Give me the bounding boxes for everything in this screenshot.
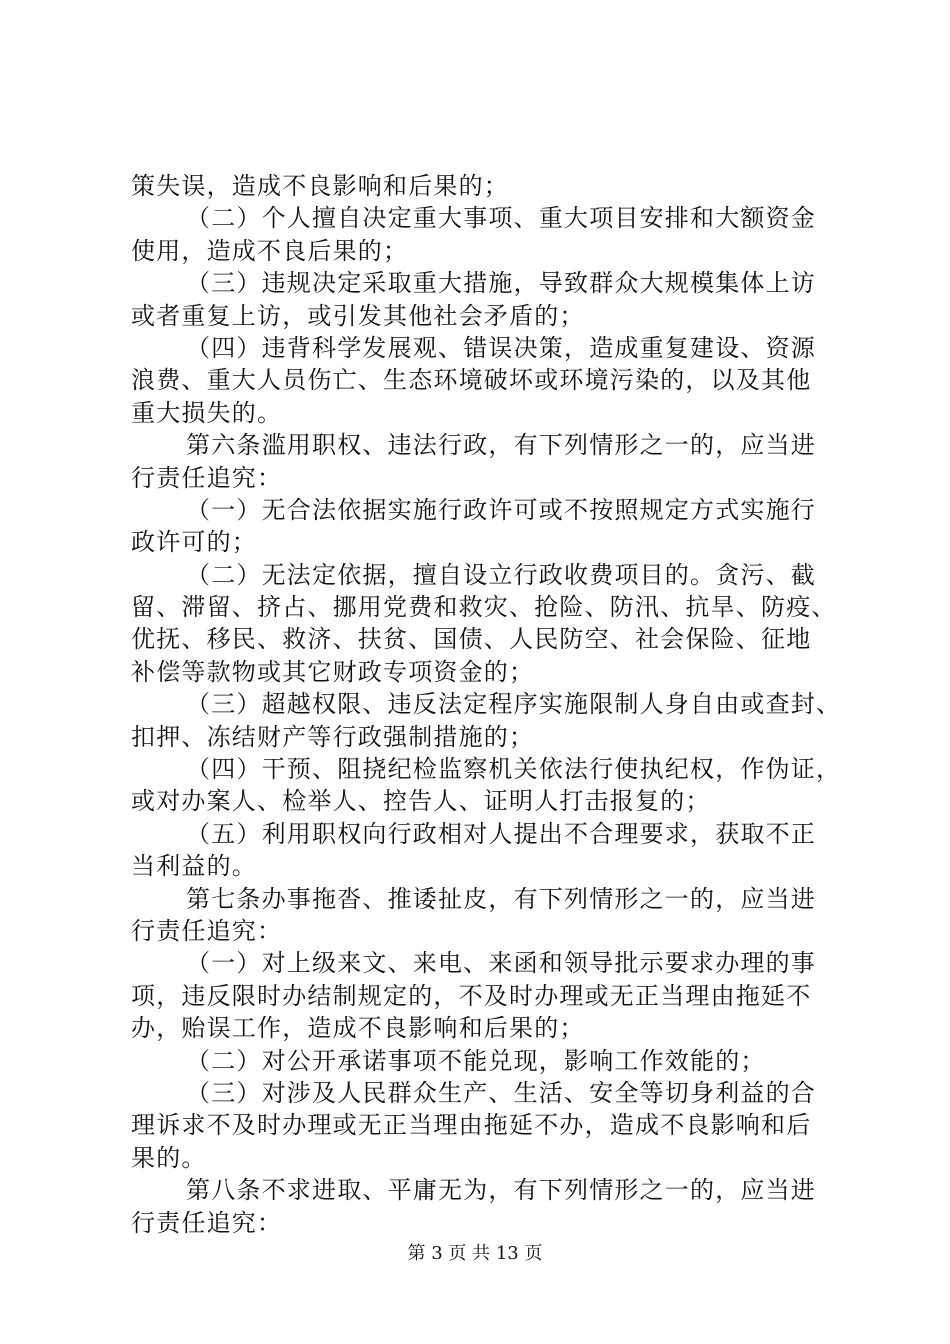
- text-line: 行责任追究：: [131, 1208, 283, 1237]
- text-line: 第八条不求进取、平庸无为，有下列情形之一的，应当进: [186, 1176, 816, 1205]
- text-line: 或对办案人、检举人、控告人、证明人打击报复的；: [131, 787, 711, 816]
- text-line: 行责任追究：: [131, 916, 283, 945]
- text-line: （四）干预、阻挠纪检监察机关依法行使执纪权，作伪证，: [186, 755, 842, 784]
- text-line: 当利益的。: [131, 852, 257, 881]
- text-line: （二）个人擅自决定重大事项、重大项目安排和大额资金: [186, 204, 816, 233]
- text-line: 优抚、移民、救济、扶贫、国债、人民防空、社会保险、征地: [131, 625, 812, 654]
- text-line: （三）违规决定采取重大措施，导致群众大规模集体上访: [186, 269, 816, 298]
- text-line: 第七条办事拖沓、推诿扯皮，有下列情形之一的，应当进: [186, 884, 816, 913]
- text-line: （五）利用职权向行政相对人提出不合理要求，获取不正: [186, 819, 816, 848]
- text-line: 理诉求不及时办理或无正当理由拖延不办，造成不良影响和后: [131, 1111, 812, 1140]
- text-line: （三）对涉及人民群众生产、生活、安全等切身利益的合: [186, 1078, 816, 1107]
- text-line: 行责任追究：: [131, 463, 283, 492]
- text-line: 补偿等款物或其它财政专项资金的；: [131, 657, 535, 686]
- text-line: （三）超越权限、违反法定程序实施限制人身自由或查封、: [186, 690, 842, 719]
- text-line: 项，违反限时办结制规定的，不及时办理或无正当理由拖延不: [131, 981, 812, 1010]
- text-line: （一）无合法依据实施行政许可或不按照规定方式实施行: [186, 495, 816, 524]
- text-line: 办，贻误工作，造成不良影响和后果的；: [131, 1014, 585, 1043]
- text-line: （二）无法定依据，擅自设立行政收费项目的。贪污、截: [186, 560, 816, 589]
- text-line: 政许可的；: [131, 528, 257, 557]
- text-line: 留、滞留、挤占、挪用党费和救灾、抢险、防汛、抗旱、防疫、: [131, 593, 837, 622]
- text-line: 浪费、重大人员伤亡、生态环境破坏或环境污染的，以及其他: [131, 366, 812, 395]
- page-number-footer: 第 3 页 共 13 页: [407, 1243, 543, 1264]
- text-line: 或者重复上访，或引发其他社会矛盾的；: [131, 301, 585, 330]
- text-line: 果的。: [131, 1143, 207, 1172]
- text-line: （四）违背科学发展观、错误决策，造成重复建设、资源: [186, 333, 816, 362]
- text-line: 第六条滥用职权、违法行政，有下列情形之一的，应当进: [186, 431, 816, 460]
- text-line: 策失误，造成不良影响和后果的；: [131, 172, 509, 200]
- text-line: 使用，造成不良后果的；: [131, 236, 409, 265]
- text-line: （一）对上级来文、来电、来函和领导批示要求办理的事: [186, 949, 816, 978]
- text-line: （二）对公开承诺事项不能兑现，影响工作效能的；: [186, 1046, 766, 1075]
- text-line: 重大损失的。: [131, 398, 283, 427]
- text-line: 扣押、冻结财产等行政强制措施的；: [131, 722, 535, 751]
- document-body: [131, 170, 842, 1239]
